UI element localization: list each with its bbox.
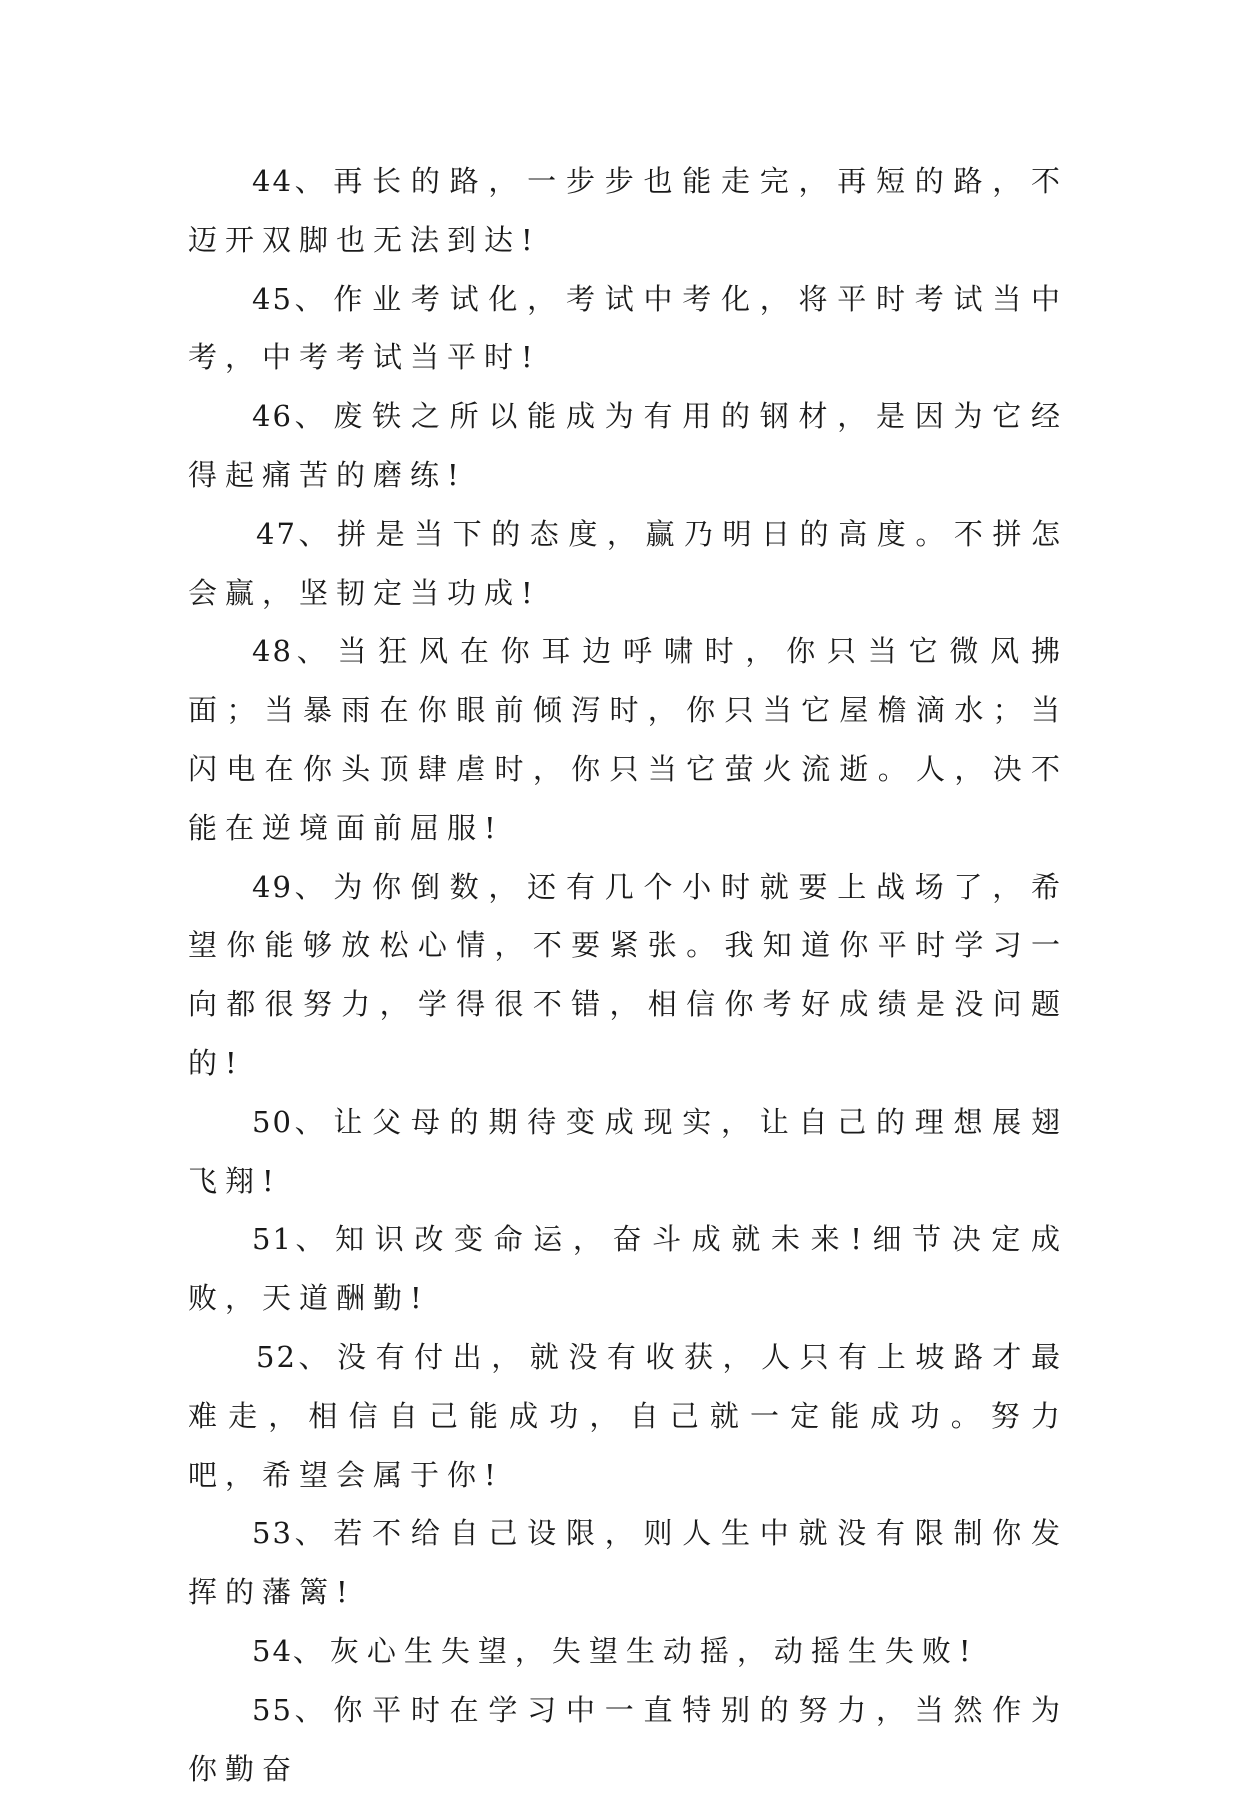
paragraph-text: 、再长的路，一步步也能走完，再短的路，不迈开双脚也无法到达! (188, 164, 1068, 257)
paragraph-text: 、拼是当下的态度，赢乃明日的高度。不拼怎会赢，坚韧定当功成! (188, 516, 1068, 610)
paragraph-number: 48 (252, 634, 293, 669)
paragraph-text: 、为你倒数，还有几个小时就要上战场了，希望你能够放松心情，不要紧张。我知道你平时学习一向都很努力，学得很不错，相信你考好成绩是没问题的! (188, 869, 1068, 1080)
paragraph-text: 、你平时在学习中一直特别的努力，当然作为你勤奋 (188, 1692, 1068, 1786)
paragraph-number: 44 (252, 164, 293, 198)
paragraph-55 (188, 1681, 1068, 1798)
paragraph-52 (188, 1328, 1068, 1504)
paragraph-text: 、当狂风在你耳边呼啸时，你只当它微风拂面；当暴雨在你眼前倾泻时，你只当它屋檐滴水；当闪电在你头顶肆虐时，你只当它萤火流逝。人，决不能在逆境面前屈服! (188, 634, 1068, 845)
paragraph-46 (188, 387, 1068, 505)
paragraph-text: 、作业考试化，考试中考化，将平时考试当中考，中考考试当平时! (188, 281, 1068, 375)
paragraph-51 (188, 1210, 1068, 1328)
paragraph-number: 50 (252, 1104, 293, 1139)
document-body (188, 152, 1068, 1798)
paragraph-44 (188, 152, 1068, 270)
paragraph-text: 、没有付出，就没有收获，人只有上坡路才最难走，相信自己能成功，自己就一定能成功。努力吧，希望会属于你! (188, 1339, 1068, 1492)
paragraph-number: 53 (252, 1516, 293, 1551)
paragraph-text: 、知识改变命运，奋斗成就未来!细节决定成败，天道酬勤! (188, 1222, 1068, 1316)
paragraph-49 (188, 858, 1068, 1093)
paragraph-number: 46 (252, 399, 293, 434)
paragraph-number: 52 (256, 1339, 297, 1374)
paragraph-text: 、若不给自己设限，则人生中就没有限制你发挥的藩篱! (188, 1516, 1068, 1610)
paragraph-text: 、让父母的期待变成现实，让自己的理想展翅飞翔! (188, 1104, 1068, 1198)
paragraph-number: 47 (256, 516, 297, 551)
paragraph-53 (188, 1504, 1068, 1622)
paragraph-45 (188, 270, 1068, 388)
paragraph-number: 54 (252, 1633, 293, 1668)
paragraph-number: 49 (252, 869, 293, 904)
paragraph-text: 、废铁之所以能成为有用的钢材，是因为它经得起痛苦的磨练! (188, 399, 1068, 492)
paragraph-text: 、灰心生失望，失望生动摇，动摇生失败! (292, 1633, 979, 1668)
paragraph-48 (188, 622, 1068, 857)
paragraph-47 (188, 505, 1068, 623)
paragraph-number: 51 (252, 1222, 293, 1257)
paragraph-number: 55 (252, 1692, 293, 1727)
paragraph-number: 45 (252, 281, 293, 316)
paragraph-50 (188, 1093, 1068, 1211)
paragraph-54 (188, 1622, 1068, 1681)
